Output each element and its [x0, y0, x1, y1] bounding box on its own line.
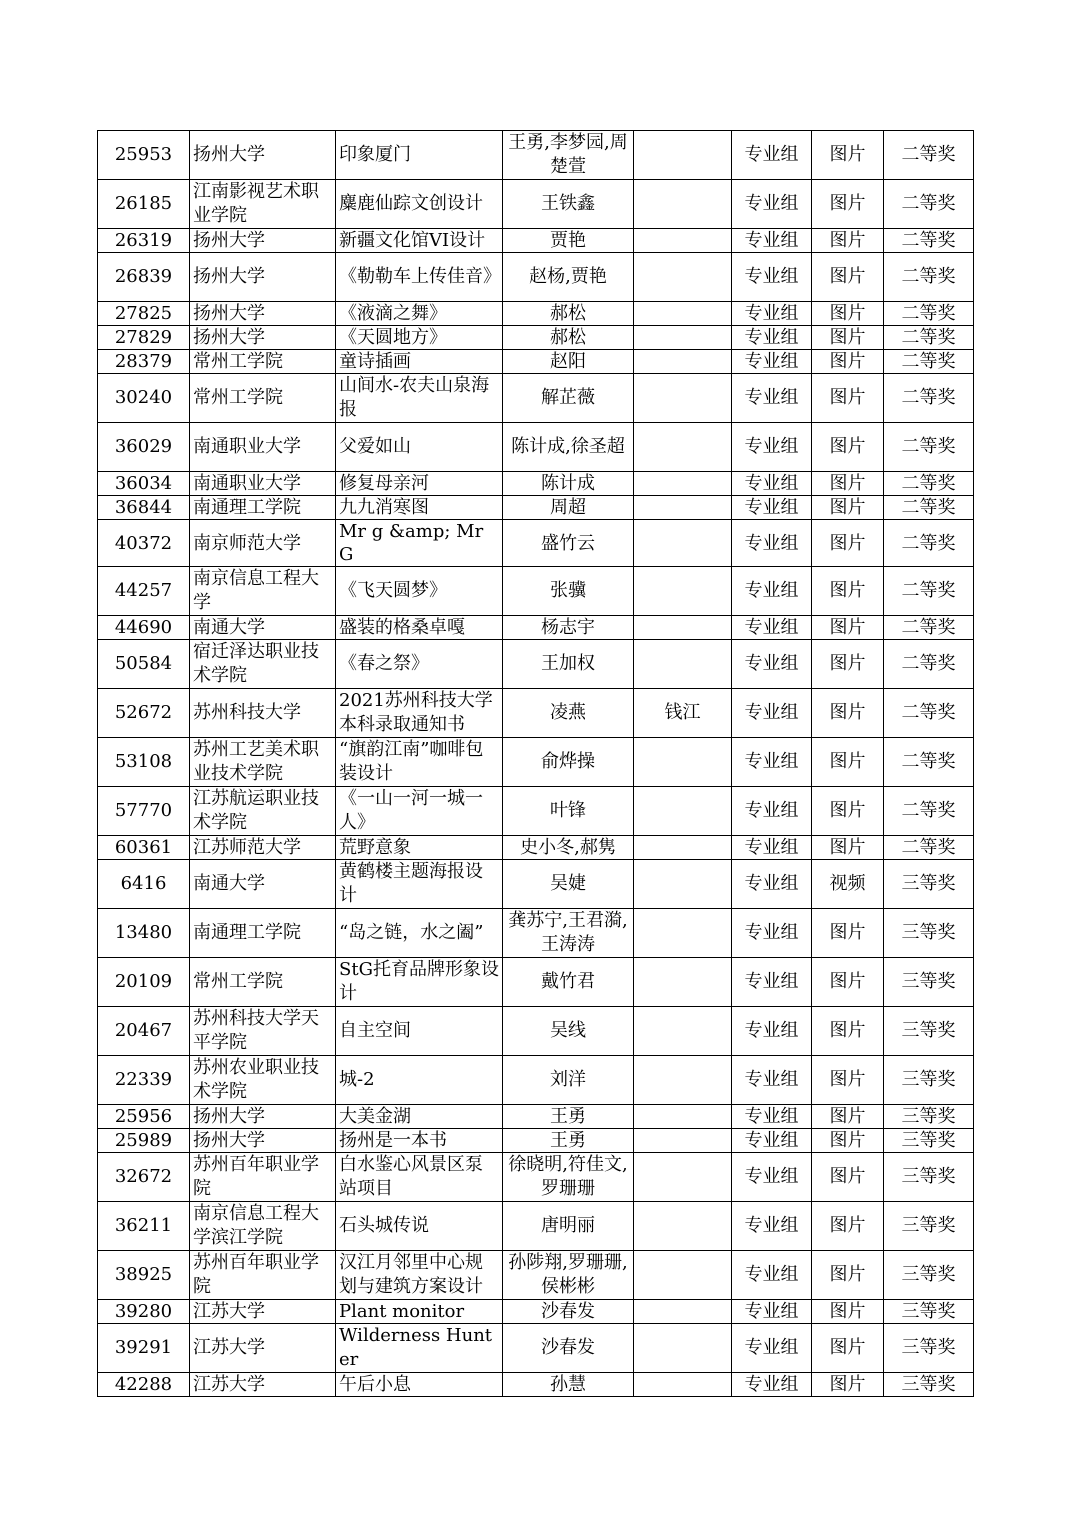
authors-cell: 陈计成,徐圣超 [503, 423, 634, 472]
school-name-cell: 江苏大学 [190, 1324, 336, 1373]
work-title-cell: 扬州是一本书 [336, 1129, 503, 1153]
authors-cell: 王铁鑫 [503, 180, 634, 229]
entry-id-cell: 20467 [98, 1007, 190, 1056]
group-cell: 专业组 [732, 738, 812, 787]
work-title-cell: 九九消寒图 [336, 496, 503, 520]
school-name-cell: 苏州百年职业学院 [190, 1153, 336, 1202]
advisor-cell [634, 1300, 732, 1324]
table-row [98, 1251, 974, 1300]
advisor-cell [634, 738, 732, 787]
award-level-cell: 二等奖 [884, 472, 974, 496]
group-cell: 专业组 [732, 860, 812, 909]
group-cell: 专业组 [732, 496, 812, 520]
authors-cell: 贾艳 [503, 229, 634, 253]
work-type-cell: 图片 [812, 253, 884, 302]
school-name-cell: 常州工学院 [190, 374, 336, 423]
entry-id-cell: 30240 [98, 374, 190, 423]
work-title-cell: 《液滴之舞》 [336, 302, 503, 326]
work-type-cell: 图片 [812, 472, 884, 496]
work-title-cell: 石头城传说 [336, 1202, 503, 1251]
award-level-cell: 二等奖 [884, 520, 974, 567]
school-name-cell: 扬州大学 [190, 1129, 336, 1153]
authors-cell: 史小冬,郝隽 [503, 836, 634, 860]
authors-cell: 郝松 [503, 302, 634, 326]
advisor-cell [634, 640, 732, 689]
award-level-cell: 三等奖 [884, 1373, 974, 1397]
table-row [98, 1105, 974, 1129]
group-cell: 专业组 [732, 1105, 812, 1129]
work-title-cell: StG托育品牌形象设计 [336, 958, 503, 1007]
group-cell: 专业组 [732, 520, 812, 567]
award-level-cell: 二等奖 [884, 423, 974, 472]
work-title-cell: 修复母亲河 [336, 472, 503, 496]
school-name-cell: 扬州大学 [190, 131, 336, 180]
work-type-cell: 图片 [812, 1324, 884, 1373]
table-row [98, 1300, 974, 1324]
advisor-cell [634, 253, 732, 302]
school-name-cell: 宿迁泽达职业技术学院 [190, 640, 336, 689]
school-name-cell: 南京信息工程大学 [190, 567, 336, 616]
work-type-cell: 图片 [812, 836, 884, 860]
entry-id-cell: 60361 [98, 836, 190, 860]
entry-id-cell: 38925 [98, 1251, 190, 1300]
table-row [98, 567, 974, 616]
work-title-cell: 新疆文化馆VI设计 [336, 229, 503, 253]
authors-cell: 徐晓明,符佳文,罗珊珊 [503, 1153, 634, 1202]
group-cell: 专业组 [732, 374, 812, 423]
work-type-cell: 图片 [812, 180, 884, 229]
advisor-cell [634, 860, 732, 909]
entry-id-cell: 26185 [98, 180, 190, 229]
work-title-cell: 自主空间 [336, 1007, 503, 1056]
school-name-cell: 南通大学 [190, 860, 336, 909]
work-title-cell: 麋鹿仙踪文创设计 [336, 180, 503, 229]
group-cell: 专业组 [732, 180, 812, 229]
work-title-cell: Plant monitor [336, 1300, 503, 1324]
school-name-cell: 江苏航运职业技术学院 [190, 787, 336, 836]
advisor-cell [634, 909, 732, 958]
school-name-cell: 扬州大学 [190, 302, 336, 326]
table-row [98, 472, 974, 496]
award-level-cell: 二等奖 [884, 836, 974, 860]
work-type-cell: 图片 [812, 520, 884, 567]
entry-id-cell: 27825 [98, 302, 190, 326]
table-row [98, 738, 974, 787]
work-title-cell: 大美金湖 [336, 1105, 503, 1129]
work-type-cell: 图片 [812, 616, 884, 640]
authors-cell: 王勇 [503, 1105, 634, 1129]
group-cell: 专业组 [732, 1373, 812, 1397]
table-body [98, 131, 974, 1397]
award-level-cell: 二等奖 [884, 350, 974, 374]
authors-cell: 郝松 [503, 326, 634, 350]
award-level-cell: 三等奖 [884, 1153, 974, 1202]
authors-cell: 龚苏宁,王君漪,王涛涛 [503, 909, 634, 958]
table-row [98, 1202, 974, 1251]
entry-id-cell: 50584 [98, 640, 190, 689]
entry-id-cell: 26319 [98, 229, 190, 253]
school-name-cell: 苏州百年职业学院 [190, 1251, 336, 1300]
work-title-cell: Wilderness Hunter [336, 1324, 503, 1373]
table-row [98, 958, 974, 1007]
work-title-cell: 印象厦门 [336, 131, 503, 180]
group-cell: 专业组 [732, 423, 812, 472]
entry-id-cell: 13480 [98, 909, 190, 958]
entry-id-cell: 36844 [98, 496, 190, 520]
work-title-cell: 城-2 [336, 1056, 503, 1105]
school-name-cell: 扬州大学 [190, 326, 336, 350]
work-title-cell: 父爱如山 [336, 423, 503, 472]
advisor-cell [634, 326, 732, 350]
work-title-cell: 荒野意象 [336, 836, 503, 860]
work-type-cell: 图片 [812, 567, 884, 616]
authors-cell: 俞烨操 [503, 738, 634, 787]
work-title-cell: 午后小息 [336, 1373, 503, 1397]
table-row [98, 860, 974, 909]
award-level-cell: 二等奖 [884, 640, 974, 689]
authors-cell: 沙春发 [503, 1324, 634, 1373]
work-type-cell: 图片 [812, 1153, 884, 1202]
work-type-cell: 图片 [812, 909, 884, 958]
group-cell: 专业组 [732, 326, 812, 350]
advisor-cell [634, 1153, 732, 1202]
award-level-cell: 二等奖 [884, 496, 974, 520]
entry-id-cell: 26839 [98, 253, 190, 302]
entry-id-cell: 57770 [98, 787, 190, 836]
school-name-cell: 南通理工学院 [190, 909, 336, 958]
work-type-cell: 图片 [812, 1007, 884, 1056]
work-type-cell: 图片 [812, 958, 884, 1007]
work-title-cell: 汉江月邻里中心规划与建筑方案设计 [336, 1251, 503, 1300]
award-level-cell: 三等奖 [884, 1300, 974, 1324]
authors-cell: 戴竹君 [503, 958, 634, 1007]
work-type-cell: 图片 [812, 1202, 884, 1251]
entry-id-cell: 22339 [98, 1056, 190, 1105]
authors-cell: 叶锋 [503, 787, 634, 836]
table-row [98, 616, 974, 640]
award-level-cell: 二等奖 [884, 567, 974, 616]
work-title-cell: 白水鉴心风景区泵站项目 [336, 1153, 503, 1202]
table-row [98, 836, 974, 860]
authors-cell: 刘洋 [503, 1056, 634, 1105]
award-level-cell: 三等奖 [884, 909, 974, 958]
advisor-cell [634, 787, 732, 836]
work-type-cell: 图片 [812, 787, 884, 836]
table-row [98, 374, 974, 423]
authors-cell: 张骥 [503, 567, 634, 616]
work-type-cell: 图片 [812, 1056, 884, 1105]
school-name-cell: 苏州科技大学 [190, 689, 336, 738]
school-name-cell: 扬州大学 [190, 253, 336, 302]
table-row [98, 350, 974, 374]
school-name-cell: 南通职业大学 [190, 472, 336, 496]
authors-cell: 王勇 [503, 1129, 634, 1153]
entry-id-cell: 36034 [98, 472, 190, 496]
advisor-cell [634, 131, 732, 180]
award-level-cell: 三等奖 [884, 1129, 974, 1153]
school-name-cell: 江南影视艺术职业学院 [190, 180, 336, 229]
advisor-cell [634, 1202, 732, 1251]
entry-id-cell: 25989 [98, 1129, 190, 1153]
award-level-cell: 二等奖 [884, 253, 974, 302]
work-type-cell: 图片 [812, 350, 884, 374]
school-name-cell: 苏州农业职业技术学院 [190, 1056, 336, 1105]
school-name-cell: 扬州大学 [190, 1105, 336, 1129]
authors-cell: 赵阳 [503, 350, 634, 374]
work-title-cell: 黄鹤楼主题海报设计 [336, 860, 503, 909]
work-title-cell: 2021苏州科技大学本科录取通知书 [336, 689, 503, 738]
group-cell: 专业组 [732, 1251, 812, 1300]
work-type-cell: 图片 [812, 496, 884, 520]
advisor-cell [634, 1373, 732, 1397]
group-cell: 专业组 [732, 958, 812, 1007]
group-cell: 专业组 [732, 350, 812, 374]
group-cell: 专业组 [732, 1129, 812, 1153]
table-row [98, 131, 974, 180]
table-row [98, 1373, 974, 1397]
group-cell: 专业组 [732, 131, 812, 180]
group-cell: 专业组 [732, 787, 812, 836]
award-level-cell: 二等奖 [884, 689, 974, 738]
work-title-cell: 《勒勒车上传佳音》 [336, 253, 503, 302]
group-cell: 专业组 [732, 229, 812, 253]
school-name-cell: 南通职业大学 [190, 423, 336, 472]
work-type-cell: 图片 [812, 1251, 884, 1300]
authors-cell: 周超 [503, 496, 634, 520]
work-type-cell: 图片 [812, 689, 884, 738]
work-type-cell: 图片 [812, 1300, 884, 1324]
award-level-cell: 二等奖 [884, 180, 974, 229]
table-row [98, 520, 974, 567]
authors-cell: 王加权 [503, 640, 634, 689]
school-name-cell: 常州工学院 [190, 350, 336, 374]
award-level-cell: 二等奖 [884, 787, 974, 836]
school-name-cell: 南京信息工程大学滨江学院 [190, 1202, 336, 1251]
award-level-cell: 三等奖 [884, 1324, 974, 1373]
authors-cell: 凌燕 [503, 689, 634, 738]
work-type-cell: 图片 [812, 326, 884, 350]
advisor-cell [634, 616, 732, 640]
group-cell: 专业组 [732, 616, 812, 640]
work-type-cell: 图片 [812, 1105, 884, 1129]
table-row [98, 180, 974, 229]
work-type-cell: 图片 [812, 640, 884, 689]
work-type-cell: 图片 [812, 1373, 884, 1397]
work-title-cell: 山间水-农夫山泉海报 [336, 374, 503, 423]
work-type-cell: 图片 [812, 1129, 884, 1153]
school-name-cell: 南通理工学院 [190, 496, 336, 520]
entry-id-cell: 53108 [98, 738, 190, 787]
authors-cell: 解芷薇 [503, 374, 634, 423]
group-cell: 专业组 [732, 1056, 812, 1105]
authors-cell: 孙慧 [503, 1373, 634, 1397]
advisor-cell [634, 496, 732, 520]
entry-id-cell: 25953 [98, 131, 190, 180]
advisor-cell [634, 374, 732, 423]
entry-id-cell: 36029 [98, 423, 190, 472]
work-title-cell: 童诗插画 [336, 350, 503, 374]
award-level-cell: 二等奖 [884, 616, 974, 640]
authors-cell: 王勇,李梦园,周楚萱 [503, 131, 634, 180]
entry-id-cell: 52672 [98, 689, 190, 738]
entry-id-cell: 42288 [98, 1373, 190, 1397]
school-name-cell: 江苏大学 [190, 1300, 336, 1324]
table-row [98, 689, 974, 738]
table-row [98, 1129, 974, 1153]
work-title-cell: 《春之祭》 [336, 640, 503, 689]
group-cell: 专业组 [732, 1324, 812, 1373]
authors-cell: 吴线 [503, 1007, 634, 1056]
work-title-cell: 盛装的格桑卓嘎 [336, 616, 503, 640]
advisor-cell [634, 1007, 732, 1056]
authors-cell: 杨志宇 [503, 616, 634, 640]
table-row [98, 253, 974, 302]
table-row [98, 787, 974, 836]
entry-id-cell: 25956 [98, 1105, 190, 1129]
table-row [98, 326, 974, 350]
authors-cell: 唐明丽 [503, 1202, 634, 1251]
table-row [98, 1153, 974, 1202]
group-cell: 专业组 [732, 472, 812, 496]
award-level-cell: 三等奖 [884, 958, 974, 1007]
group-cell: 专业组 [732, 253, 812, 302]
award-level-cell: 三等奖 [884, 860, 974, 909]
authors-cell: 孙陟翔,罗珊珊,侯彬彬 [503, 1251, 634, 1300]
entry-id-cell: 20109 [98, 958, 190, 1007]
group-cell: 专业组 [732, 1153, 812, 1202]
group-cell: 专业组 [732, 1300, 812, 1324]
school-name-cell: 苏州科技大学天平学院 [190, 1007, 336, 1056]
work-type-cell: 图片 [812, 423, 884, 472]
advisor-cell [634, 180, 732, 229]
authors-cell: 陈计成 [503, 472, 634, 496]
table-row [98, 909, 974, 958]
group-cell: 专业组 [732, 640, 812, 689]
advisor-cell [634, 836, 732, 860]
advisor-cell [634, 302, 732, 326]
group-cell: 专业组 [732, 689, 812, 738]
award-level-cell: 三等奖 [884, 1202, 974, 1251]
school-name-cell: 江苏大学 [190, 1373, 336, 1397]
award-level-cell: 二等奖 [884, 326, 974, 350]
work-type-cell: 图片 [812, 302, 884, 326]
work-title-cell: 《天圆地方》 [336, 326, 503, 350]
advisor-cell [634, 958, 732, 1007]
advisor-cell [634, 423, 732, 472]
entry-id-cell: 44257 [98, 567, 190, 616]
advisor-cell [634, 1129, 732, 1153]
work-title-cell: “岛之链，水之阖” [336, 909, 503, 958]
award-level-cell: 三等奖 [884, 1056, 974, 1105]
group-cell: 专业组 [732, 1202, 812, 1251]
entry-id-cell: 27829 [98, 326, 190, 350]
group-cell: 专业组 [732, 567, 812, 616]
award-level-cell: 二等奖 [884, 302, 974, 326]
advisor-cell [634, 520, 732, 567]
work-type-cell: 图片 [812, 738, 884, 787]
entry-id-cell: 36211 [98, 1202, 190, 1251]
work-title-cell: 《一山一河一城一人》 [336, 787, 503, 836]
work-type-cell: 图片 [812, 229, 884, 253]
school-name-cell: 常州工学院 [190, 958, 336, 1007]
work-title-cell: “旗韵江南”咖啡包装设计 [336, 738, 503, 787]
work-title-cell: 《飞天圆梦》 [336, 567, 503, 616]
advisor-cell [634, 1105, 732, 1129]
award-level-cell: 二等奖 [884, 131, 974, 180]
advisor-cell: 钱江 [634, 689, 732, 738]
authors-cell: 赵杨,贾艳 [503, 253, 634, 302]
advisor-cell [634, 567, 732, 616]
advisor-cell [634, 472, 732, 496]
advisor-cell [634, 1251, 732, 1300]
table-row [98, 229, 974, 253]
table-row [98, 1056, 974, 1105]
award-level-cell: 二等奖 [884, 738, 974, 787]
award-level-cell: 三等奖 [884, 1251, 974, 1300]
entry-id-cell: 39280 [98, 1300, 190, 1324]
school-name-cell: 江苏师范大学 [190, 836, 336, 860]
school-name-cell: 扬州大学 [190, 229, 336, 253]
advisor-cell [634, 1324, 732, 1373]
group-cell: 专业组 [732, 302, 812, 326]
award-level-cell: 三等奖 [884, 1007, 974, 1056]
work-type-cell: 图片 [812, 131, 884, 180]
table-row [98, 1324, 974, 1373]
award-level-cell: 二等奖 [884, 374, 974, 423]
entry-id-cell: 28379 [98, 350, 190, 374]
work-title-cell: Mr g &amp; Mr G [336, 520, 503, 567]
table-row [98, 496, 974, 520]
entry-id-cell: 44690 [98, 616, 190, 640]
authors-cell: 盛竹云 [503, 520, 634, 567]
entry-id-cell: 32672 [98, 1153, 190, 1202]
school-name-cell: 南通大学 [190, 616, 336, 640]
work-type-cell: 视频 [812, 860, 884, 909]
advisor-cell [634, 229, 732, 253]
work-type-cell: 图片 [812, 374, 884, 423]
authors-cell: 沙春发 [503, 1300, 634, 1324]
authors-cell: 吴婕 [503, 860, 634, 909]
table-row [98, 1007, 974, 1056]
group-cell: 专业组 [732, 1007, 812, 1056]
school-name-cell: 南京师范大学 [190, 520, 336, 567]
table-row [98, 640, 974, 689]
advisor-cell [634, 1056, 732, 1105]
table-row [98, 302, 974, 326]
entry-id-cell: 6416 [98, 860, 190, 909]
school-name-cell: 苏州工艺美术职业技术学院 [190, 738, 336, 787]
group-cell: 专业组 [732, 909, 812, 958]
awards-table [97, 130, 974, 1397]
entry-id-cell: 40372 [98, 520, 190, 567]
award-level-cell: 三等奖 [884, 1105, 974, 1129]
award-level-cell: 二等奖 [884, 229, 974, 253]
entry-id-cell: 39291 [98, 1324, 190, 1373]
table-row [98, 423, 974, 472]
group-cell: 专业组 [732, 836, 812, 860]
advisor-cell [634, 350, 732, 374]
